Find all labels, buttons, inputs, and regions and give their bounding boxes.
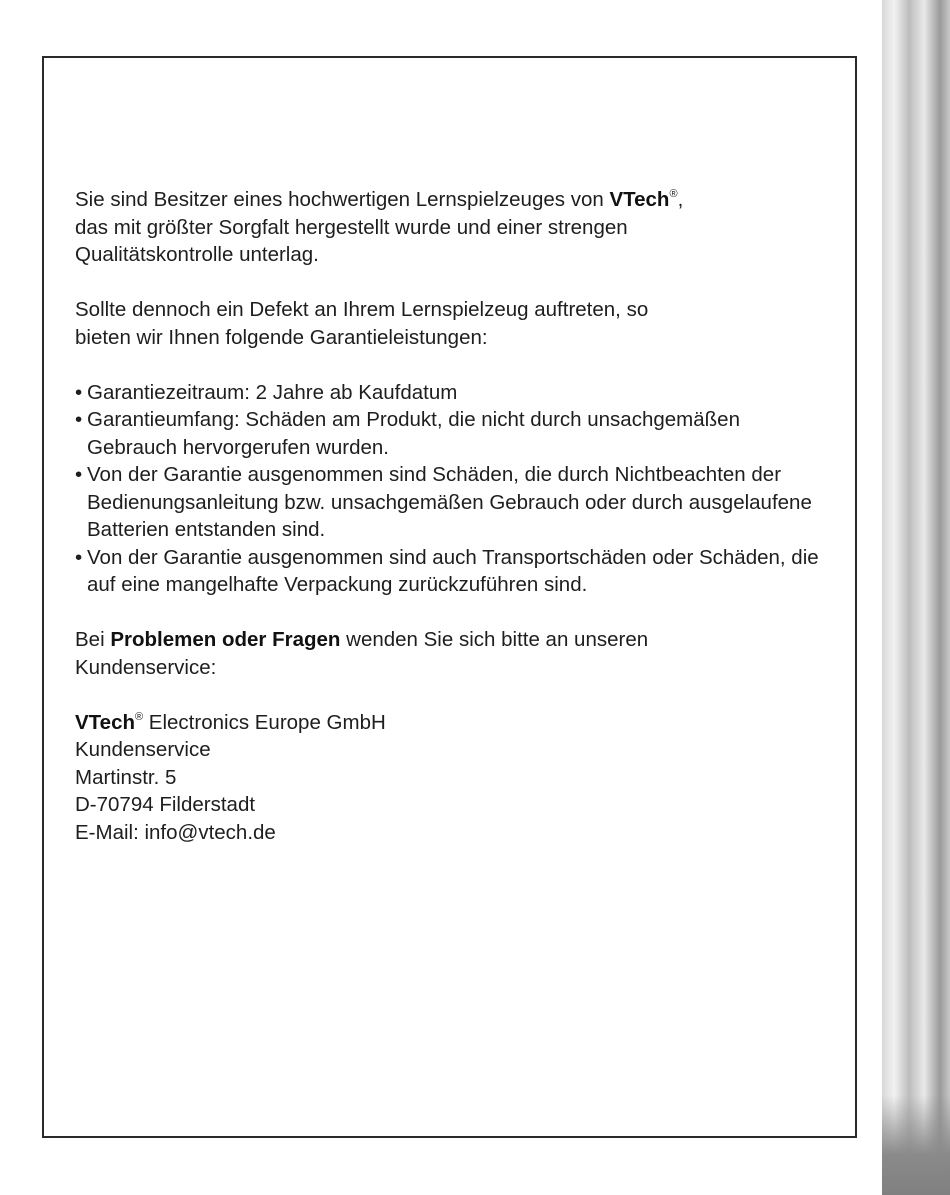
brand-name: VTech <box>75 710 135 734</box>
brand-name: VTech <box>609 188 670 211</box>
department: Kundenservice <box>75 738 211 761</box>
list-item: • Garantieumfang: Schäden am Produkt, die nicht durch unsachgemäßen Gebrauch hervorgerufen wurden. <box>75 408 740 459</box>
support-line-2: Kundenservice: <box>75 655 217 679</box>
defect-line-2: bieten wir Ihnen folgende Garantieleistungen: <box>75 325 488 349</box>
email: E-Mail: info@vtech.de <box>75 820 276 844</box>
list-item: • Von der Garantie ausgenommen sind auch Transportschäden oder Schäden, die auf eine mangelhafte Verpackung zurückzuführen sind. <box>75 545 819 596</box>
bullet-icon: • <box>75 408 83 431</box>
list-item: • Von der Garantie ausgenommen sind Schäden, die durch Nichtbeachten der Bedienungsanleitung bzw. unsachgemäßen Gebrauch oder durch ausgelaufene Batterien entstanden sind. <box>75 463 812 541</box>
warranty-text <box>75 186 835 846</box>
intro-line-1: Sie sind Besitzer eines hochwertigen Lernspielzeuges von VTech®, <box>75 188 684 211</box>
defect-paragraph <box>75 296 835 351</box>
company-name: VTech® Electronics Europe GmbH <box>75 710 386 734</box>
decorative-side-band <box>882 0 950 1195</box>
bullet-icon: • <box>75 463 83 486</box>
warranty-list <box>75 379 835 599</box>
support-paragraph <box>75 626 835 681</box>
intro-line-2: das mit größter Sorgfalt hergestellt wurde und einer strengen <box>75 215 628 239</box>
street: Martinstr. 5 <box>75 765 177 789</box>
intro-line-3: Qualitätskontrolle unterlag. <box>75 243 319 266</box>
support-line-1: Bei Problemen oder Fragen wenden Sie sich bitte an unseren <box>75 628 649 651</box>
city: D-70794 Filderstadt <box>75 793 256 816</box>
defect-line-1: Sollte dennoch ein Defekt an Ihrem Lernspielzeug auftreten, so <box>75 298 649 321</box>
registered-mark: ® <box>669 188 678 200</box>
list-item: • Garantiezeitraum: 2 Jahre ab Kaufdatum <box>75 379 835 407</box>
intro-paragraph <box>75 186 835 269</box>
support-emphasis: Problemen oder Fragen <box>110 628 341 651</box>
bullet-icon: • <box>75 380 83 404</box>
bullet-icon: • <box>75 545 83 569</box>
registered-mark: ® <box>135 710 144 723</box>
contact-address <box>75 709 835 847</box>
